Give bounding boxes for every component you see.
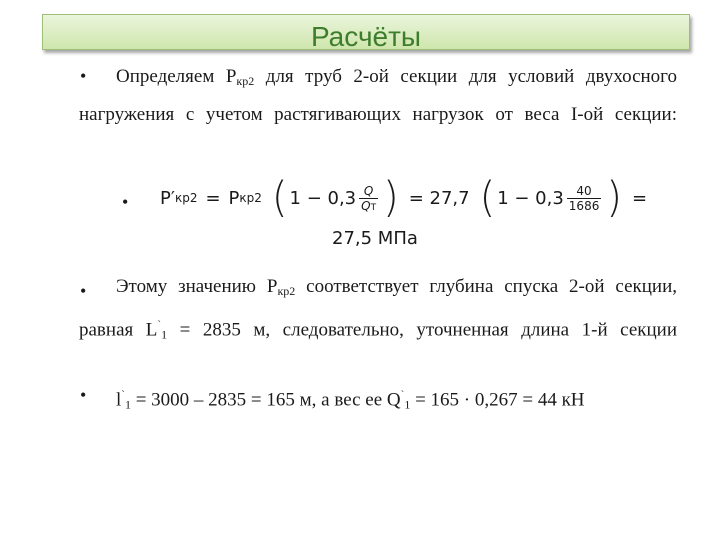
b3-sub-2: 1 — [404, 397, 411, 412]
bullet-1: • — [80, 66, 87, 86]
formula-lhs: P′ — [160, 187, 175, 209]
fraction-1-den-sub: T — [370, 202, 377, 213]
formula — [160, 173, 648, 223]
bullet-formula: • — [122, 192, 129, 212]
formula-term-2: 1 − 0,3 — [497, 187, 564, 209]
b3-text-1: l — [116, 389, 122, 411]
b3-sub-1: 1 — [124, 397, 131, 412]
formula-p-sub: кр2 — [239, 191, 262, 205]
formula-eq3: = — [631, 187, 648, 209]
paragraph-2 — [79, 270, 677, 385]
fraction-2-den: 1686 — [568, 198, 600, 213]
fraction-2-num: 40 — [576, 183, 592, 198]
paragraph-1 — [79, 60, 677, 166]
fraction-1 — [359, 184, 378, 213]
paragraph-3 — [79, 378, 677, 421]
b1-lead: Определяем P — [116, 66, 237, 87]
b1-text-2: для труб 2-ой секции для условий двухосного нагружения с учетом растягивающих нагрузок от веса I-ой секции: — [79, 66, 677, 125]
paren-open-2: ( — [479, 173, 496, 223]
b2-sub-2: 1 — [161, 327, 168, 342]
formula-lhs-sub: кр2 — [174, 191, 198, 205]
paren-close-1: ) — [383, 173, 399, 223]
fraction-2 — [567, 184, 602, 213]
b2-sup: ` — [157, 319, 162, 331]
paren-open-1: ( — [271, 173, 288, 223]
b2-text-1: Этому значению P — [116, 276, 278, 297]
formula-eq1: = — [205, 187, 221, 209]
b3-text-2: = 3000 – 2835 = 165 м, а вес ее Q — [130, 389, 401, 411]
b2-text-3: = 2835 м, следовательно, уточненная длина 1-й секции — [167, 319, 677, 341]
fraction-1-den-main: Q — [361, 198, 371, 213]
b3-sup-2: ` — [400, 389, 405, 401]
formula-eq2: = 27,7 — [408, 187, 470, 209]
b3-text-3: = 165 · 0,267 = 44 кН — [410, 389, 585, 411]
formula-term-1: 1 − 0,3 — [289, 187, 357, 209]
slide-title: Расчёты — [310, 21, 422, 52]
bullet-3: • — [80, 385, 87, 405]
b1-lead-sub: кр2 — [236, 74, 255, 88]
title-bar — [42, 14, 690, 50]
formula-p: P — [228, 187, 240, 209]
bullet-2: • — [80, 281, 87, 301]
formula-result: 27,5 МПа — [332, 228, 418, 249]
fraction-1-num: Q — [363, 183, 374, 198]
b2-text-2: соответствует глубина спуска 2-ой секции, равная L — [79, 276, 677, 341]
fraction-1-den — [359, 198, 378, 213]
b3-sup-1: ` — [121, 389, 125, 401]
b2-sub: кр2 — [277, 284, 296, 298]
paren-close-2: ) — [606, 173, 622, 223]
